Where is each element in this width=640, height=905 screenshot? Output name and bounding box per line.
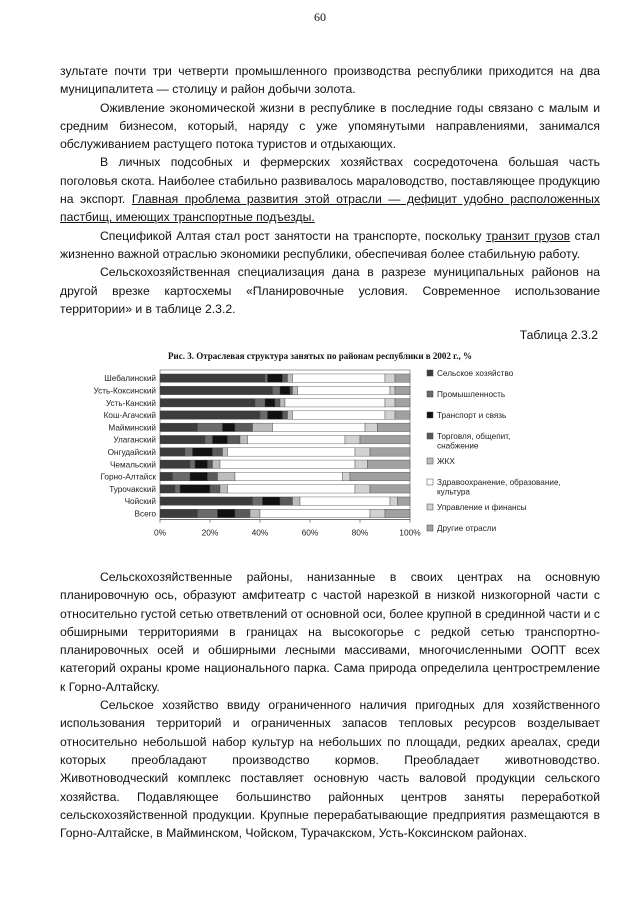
x-tick-label: 0%	[153, 527, 167, 538]
legend-label: Транспорт и связь	[437, 411, 507, 420]
body-text-top	[60, 62, 600, 318]
legend-swatch	[427, 525, 433, 531]
legend-swatch	[427, 412, 433, 418]
paragraph-3-text: В личных подсобных и фермерских хозяйствах сосредоточена большая часть поголовья скота. Наиболее стабильно развивалось мараловодство, поставляющее продукцию на экспорт.	[60, 155, 600, 207]
category-label: Улаганский	[113, 435, 156, 445]
legend-swatch	[427, 479, 433, 485]
bar-segment	[343, 472, 351, 480]
bar-segment	[265, 374, 268, 382]
bar-segment	[355, 448, 370, 456]
bar-segment	[280, 497, 293, 505]
bar-segment	[213, 435, 228, 443]
paragraph-2: Оживление экономической жизни в республике в последние годы связано с малым и средним бизнесом, который, наряду с уже упомянутыми направлениями, занимался обслуживанием растущего потока туристов и отдыхающих.	[60, 100, 600, 152]
bar-segment	[345, 435, 360, 443]
category-label: Всего	[134, 509, 156, 519]
bar-segment	[385, 509, 410, 517]
bar-segment	[260, 411, 268, 419]
bar-segment	[208, 460, 213, 468]
legend-label: Сельское хозяйство	[437, 369, 514, 378]
bar-segment	[275, 399, 280, 407]
category-label: Турочакский	[109, 484, 156, 494]
bar-segment	[198, 509, 218, 517]
x-tick-label: 80%	[351, 527, 369, 538]
bar-segment	[160, 423, 198, 431]
bar-segment	[160, 399, 255, 407]
bar-segment	[293, 374, 386, 382]
bar-segment	[195, 460, 208, 468]
paragraph-4-text-end: стал жизненно важной отраслью экономики республики, обеспечивая более стабильную работу.	[60, 228, 601, 261]
bar-segment	[190, 460, 195, 468]
bar-segment	[160, 472, 173, 480]
category-label: Чойский	[124, 497, 156, 507]
bar-segment	[368, 460, 411, 468]
bar-segment	[218, 472, 236, 480]
legend-swatch	[427, 504, 433, 510]
bar-segment	[205, 435, 213, 443]
legend-label: Промышленность	[437, 390, 506, 399]
bar-segment	[283, 374, 288, 382]
bar-segment	[268, 374, 283, 382]
paragraph-3-underlined: Главная проблема развития этой отрасли — дефицит удобно расположенных пастбищ, имеющих транспортные подъезды.	[60, 192, 601, 225]
bar-segment	[160, 485, 175, 493]
bar-segment	[193, 448, 213, 456]
figure-title: Рис. 3. Отраслевая структура занятых по районам республики в 2002 г., %	[168, 351, 472, 361]
category-label: Усть-Коксинский	[93, 386, 156, 396]
bar-segment	[355, 460, 368, 468]
bar-segment	[250, 509, 260, 517]
paragraph-4-underlined: транзит грузов	[485, 228, 571, 243]
bar-segment	[213, 448, 223, 456]
bar-segment	[208, 472, 218, 480]
bar-segment	[370, 509, 385, 517]
bar-segment	[228, 435, 241, 443]
bar-segment	[395, 399, 410, 407]
legend-swatch	[427, 458, 433, 464]
bar-segment	[360, 435, 410, 443]
legend-label: ЖКХ	[437, 457, 455, 466]
bar-segment	[288, 374, 293, 382]
paragraph-1: зультате почти три четверти промышленного производства республики приходится на два муниципалитета — столицу и район добычи золота.	[60, 64, 600, 97]
bar-segment	[395, 411, 410, 419]
bar-segment	[160, 386, 273, 394]
page-number: 60	[314, 10, 326, 24]
bar-segment	[285, 399, 385, 407]
stacked-bar-chart	[58, 364, 598, 560]
bar-segment	[220, 485, 228, 493]
paragraph-3	[60, 153, 600, 226]
paragraph-4	[60, 227, 600, 264]
bar-segment	[220, 460, 355, 468]
bar-segment	[290, 386, 293, 394]
bar-segment	[390, 497, 398, 505]
bar-segment	[273, 423, 366, 431]
bar-segment	[395, 374, 410, 382]
category-label: Шебалинский	[104, 374, 156, 384]
bar-segment	[293, 386, 298, 394]
bar-segment	[253, 497, 263, 505]
bar-segment	[293, 497, 301, 505]
bar-segment	[160, 411, 260, 419]
legend-swatch	[427, 433, 433, 439]
bar-segment	[385, 399, 395, 407]
body-text-bottom	[60, 568, 600, 842]
legend-label: Здравоохранение, образование,	[437, 478, 561, 487]
bar-segment	[283, 411, 288, 419]
bar-segment	[160, 374, 265, 382]
bar-segment	[378, 423, 411, 431]
paragraph-7: Сельское хозяйство ввиду ограниченного наличия пригодных для хозяйственного использования территорий и ограниченных запасов тепловых ресурсов возделывает относительно небольшой набор культур на небольших по площади, редких ареалах, среди которых преобладают производство кормов. Преобладает животноводство. Животноводческий комплекс поставляет основную часть валовой продукции сельского хозяйства. Подавляющее большинство районных центров заняты переработкой сельскохозяйственной продукции. Крупные перерабатывающие предприятия размещаются в Горно-Алтайске, в Майминском, Чойском, Турачакском, Усть-Коксинском районах.	[60, 698, 600, 841]
bar-segment	[210, 485, 220, 493]
bar-segment	[370, 448, 410, 456]
bar-segment	[370, 485, 410, 493]
legend-swatch	[427, 391, 433, 397]
paragraph-4-text: Спецификой Алтая стал рост занятости на транспорте, поскольку	[100, 228, 482, 243]
bar-segment	[350, 472, 410, 480]
bar-segment	[198, 423, 223, 431]
bar-segment	[293, 411, 386, 419]
bar-segment	[355, 485, 370, 493]
category-label: Горно-Алтайск	[100, 472, 156, 482]
bar-segment	[280, 399, 285, 407]
table-caption: Таблица 2.3.2	[519, 328, 598, 342]
bar-segment	[273, 386, 281, 394]
x-tick-label: 40%	[251, 527, 269, 538]
legend-swatch	[427, 370, 433, 376]
category-label: Усть-Канский	[105, 398, 156, 408]
bar-segment	[223, 448, 228, 456]
bar-segment	[160, 435, 205, 443]
bar-segment	[160, 448, 185, 456]
bar-segment	[240, 435, 248, 443]
legend-label: Управление и финансы	[437, 503, 527, 512]
x-tick-label: 60%	[301, 527, 319, 538]
bar-segment	[228, 485, 356, 493]
bar-segment	[180, 485, 210, 493]
bar-segment	[255, 399, 265, 407]
bar-segment	[260, 509, 370, 517]
x-tick-label: 20%	[201, 527, 219, 538]
bar-segment	[213, 460, 221, 468]
legend-label: Торговля, общепит,	[437, 432, 511, 441]
legend-label: Другие отрасли	[437, 524, 497, 533]
bar-segment	[173, 472, 191, 480]
bar-segment	[253, 423, 273, 431]
x-tick-label: 100%	[399, 527, 421, 538]
bar-segment	[235, 472, 343, 480]
bar-segment	[175, 485, 180, 493]
bar-segment	[390, 386, 395, 394]
legend-label: культура	[437, 487, 470, 497]
bar-segment	[235, 509, 250, 517]
bar-segment	[385, 411, 395, 419]
bar-segment	[280, 386, 290, 394]
bar-segment	[190, 472, 208, 480]
bar-segment	[228, 448, 356, 456]
bar-segment	[395, 386, 410, 394]
bar-segment	[300, 497, 390, 505]
bar-segment	[385, 374, 395, 382]
bar-segment	[223, 423, 236, 431]
bar-segment	[218, 509, 236, 517]
category-label: Чемальский	[109, 460, 156, 470]
category-label: Майминский	[108, 423, 156, 433]
legend-label: снабжение	[437, 441, 479, 451]
bar-segment	[263, 497, 281, 505]
paragraph-6: Сельскохозяйственные районы, нанизанные в своих центрах на основную планировочную ось, образуют амфитеатр с частой нарезкой в низкой низкогорной части с относительно густой сетью ответвлений от основной оси, более крупной в срединной части и с обширными территориями в границах на высокогорье с редкой сетью транспортно-планировочных осей и обширными лесными массивами, многочисленными ООПТ всех категорий охраны кроме национального парка. Сама природа определила центростремление к Горно-Алтайску.	[60, 570, 600, 694]
bar-segment	[160, 460, 190, 468]
category-label: Онгудайский	[107, 447, 156, 457]
bar-segment	[265, 399, 275, 407]
bar-segment	[185, 448, 193, 456]
bar-segment	[160, 509, 198, 517]
bar-segment	[288, 411, 293, 419]
category-label: Кош-Агачский	[103, 411, 156, 421]
bar-segment	[398, 497, 411, 505]
bar-segment	[248, 435, 346, 443]
bar-segment	[268, 411, 283, 419]
bar-segment	[365, 423, 378, 431]
paragraph-5: Сельскохозяйственная специализация дана в разрезе муниципальных районов на другой врезке картосхемы «Планировочные условия. Современное использование территории» и в таблице 2.3.2.	[60, 265, 600, 316]
bar-segment	[160, 497, 253, 505]
bar-segment	[235, 423, 253, 431]
bar-segment	[298, 386, 391, 394]
